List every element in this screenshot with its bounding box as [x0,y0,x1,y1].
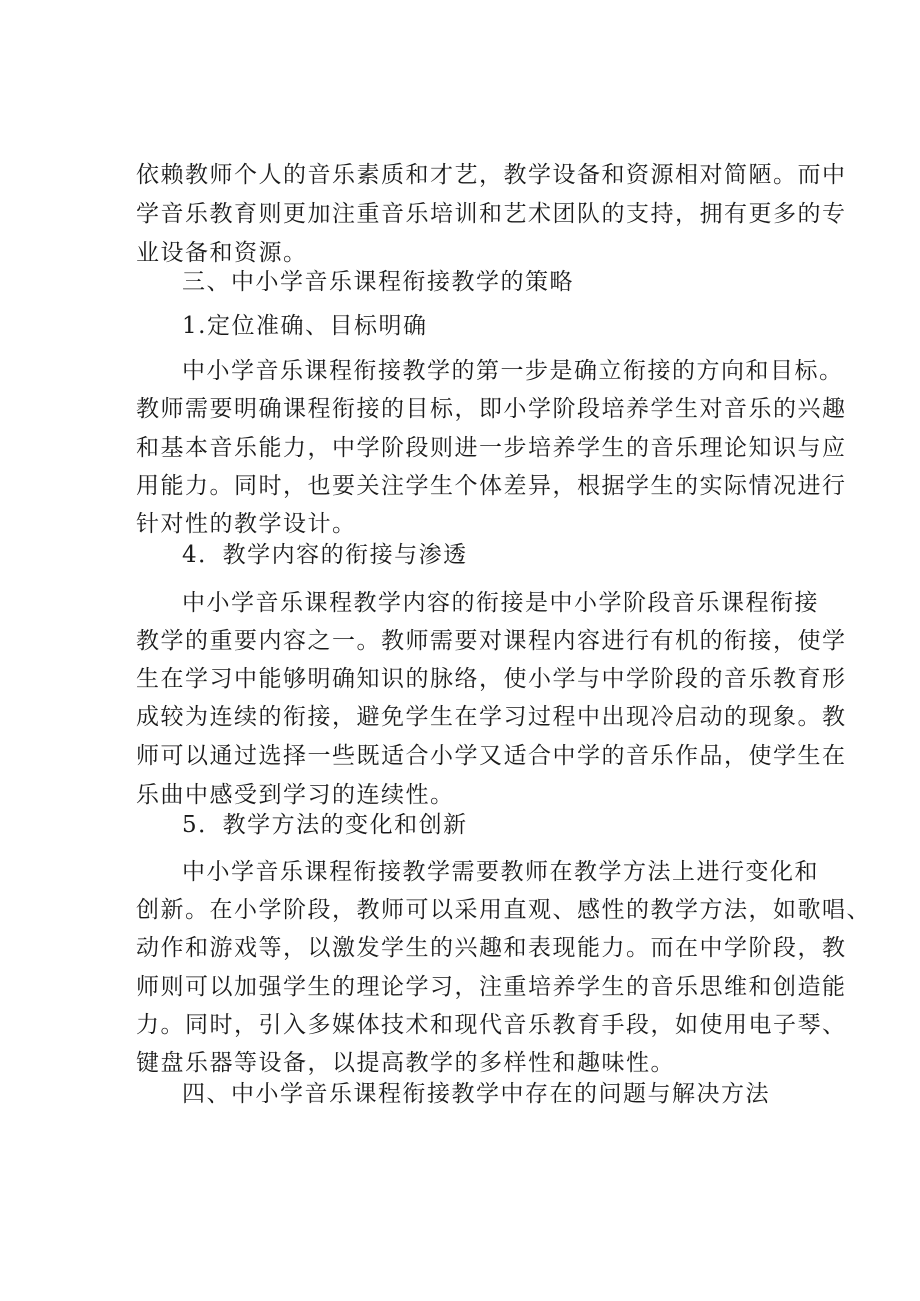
paragraph-line: 中小学音乐课程衔接教学需要教师在教学方法上进行变化和 [182,859,819,885]
subsection-heading-5: 5．教学方法的变化和创新 [182,812,468,838]
paragraph-line: 师可以通过选择一些既适合小学又适合中学的音乐作品，使学生在 [136,743,847,769]
paragraph-line: 动作和游戏等，以激发学生的兴趣和表现能力。而在中学阶段，教 [136,935,847,961]
paragraph-line: 创新。在小学阶段，教师可以采用直观、感性的教学方法，如歌唱、 [136,897,871,923]
paragraph-line: 中小学音乐课程教学内容的衔接是中小学阶段音乐课程衔接 [182,590,819,616]
section-heading-4: 四、中小学音乐课程衔接教学中存在的问题与解决方法 [182,1081,770,1107]
paragraph-line: 成较为连续的衔接，避免学生在学习过程中出现冷启动的现象。教 [136,704,847,730]
paragraph-line: 师则可以加强学生的理论学习，注重培养学生的音乐思维和创造能 [136,974,847,1000]
paragraph-line: 键盘乐器等设备，以提高教学的多样性和趣味性。 [136,1050,675,1076]
paragraph-line: 和基本音乐能力，中学阶段则进一步培养学生的音乐理论知识与应 [136,435,847,461]
subsection-heading-1: 1.定位准确、目标明确 [182,313,428,339]
paragraph-line: 生在学习中能够明确知识的脉络，使小学与中学阶段的音乐教育形 [136,666,847,692]
paragraph-line: 针对性的教学设计。 [136,511,357,537]
subsection-heading-4: 4．教学内容的衔接与渗透 [182,542,468,568]
paragraph-line: 用能力。同时，也要关注学生个体差异，根据学生的实际情况进行 [136,473,847,499]
paragraph-line: 教师需要明确课程衔接的目标，即小学阶段培养学生对音乐的兴趣 [136,396,847,422]
paragraph-line: 教学的重要内容之一。教师需要对课程内容进行有机的衔接，使学 [136,628,847,654]
paragraph-line: 力。同时，引入多媒体技术和现代音乐教育手段，如使用电子琴、 [136,1012,847,1038]
paragraph-line: 中小学音乐课程衔接教学的第一步是确立衔接的方向和目标。 [182,358,844,384]
paragraph-line: 乐曲中感受到学习的连续性。 [136,782,455,808]
paragraph-line: 学音乐教育则更加注重音乐培训和艺术团队的支持，拥有更多的专 [136,201,847,227]
paragraph-line: 依赖教师个人的音乐素质和才艺，教学设备和资源相对简陋。而中 [136,162,847,188]
section-heading-3: 三、中小学音乐课程衔接教学的策略 [182,269,574,295]
paragraph-line: 业设备和资源。 [136,240,308,266]
